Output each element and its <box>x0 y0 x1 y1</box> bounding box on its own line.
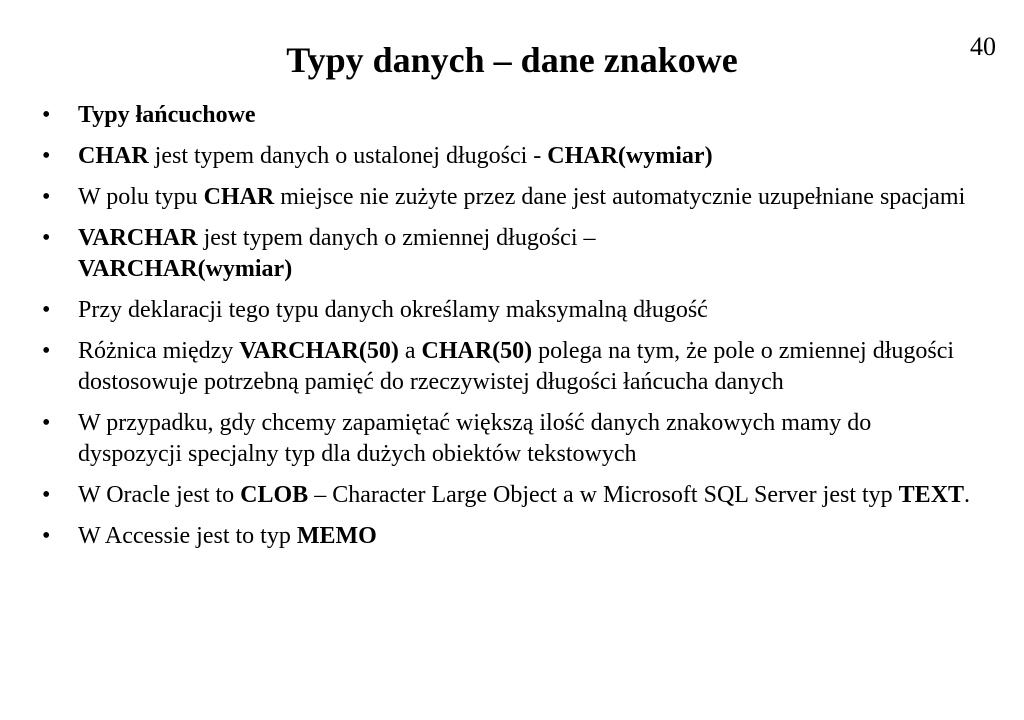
bullet-varchar <box>42 223 972 285</box>
bullet-text: – Character Large Object a w Microsoft SQL Server jest typ <box>308 482 899 508</box>
bullet-text: Przy deklaracji tego typu danych określamy maksymalną długość <box>78 297 708 323</box>
bullet-text: a <box>398 338 422 364</box>
bullet-typy-lancuchowe <box>42 100 972 131</box>
bullet-text: W polu typu <box>78 184 204 210</box>
bullet-text: Różnica między <box>78 338 240 364</box>
bullet-char-padding <box>42 182 972 213</box>
bullet-list <box>42 100 972 562</box>
bullet-text: CLOB <box>240 482 309 508</box>
bullet-text: ) <box>704 143 713 169</box>
bullet-text: W Accessie jest to typ <box>78 523 297 549</box>
bullet-text: TEXT <box>898 482 965 508</box>
bullet-text: ) <box>284 256 293 282</box>
bullet-char <box>42 141 972 172</box>
bullet-text: polega na tym, że pole o zmiennej długości dostosowuje potrzebną pamięć do rzeczywistej długości łańcucha danych <box>78 338 955 395</box>
bullet-max-length <box>42 295 972 326</box>
bullet-text: CHAR(50) <box>421 338 533 364</box>
bullet-text: VARCHAR <box>78 225 198 251</box>
bullet-text: jest typem danych o zmiennej długości – <box>197 225 596 251</box>
bullet-oracle-clob <box>42 480 972 511</box>
bullet-text: MEMO <box>296 523 377 549</box>
slide-title: Typy danych – dane znakowe <box>286 40 738 80</box>
bullet-access-memo <box>42 521 972 552</box>
bullet-text: VARCHAR(wymiar <box>78 256 285 282</box>
bullet-text: CHAR <box>78 143 149 169</box>
bullet-text: W Oracle jest to <box>78 482 241 508</box>
bullet-text: CHAR(wymiar <box>547 143 705 169</box>
bullet-text: W przypadku, gdy chcemy zapamiętać większą ilość danych znakowych mamy do dyspozycji specjalny typ dla dużych obiektów tekstowych <box>78 410 872 467</box>
bullet-text: Typy łańcuchowe <box>78 102 256 128</box>
bullet-large-objects <box>42 408 972 470</box>
bullet-text: CHAR <box>203 184 275 210</box>
slide-number: 40 <box>970 32 996 61</box>
bullet-text: miejsce nie zużyte przez dane jest automatycznie uzupełniane spacjami <box>274 184 966 210</box>
bullet-text: VARCHAR(50) <box>239 338 399 364</box>
bullet-text: . <box>964 482 971 508</box>
bullet-text: jest typem danych o ustalonej długości - <box>148 143 548 169</box>
bullet-difference <box>42 336 972 398</box>
